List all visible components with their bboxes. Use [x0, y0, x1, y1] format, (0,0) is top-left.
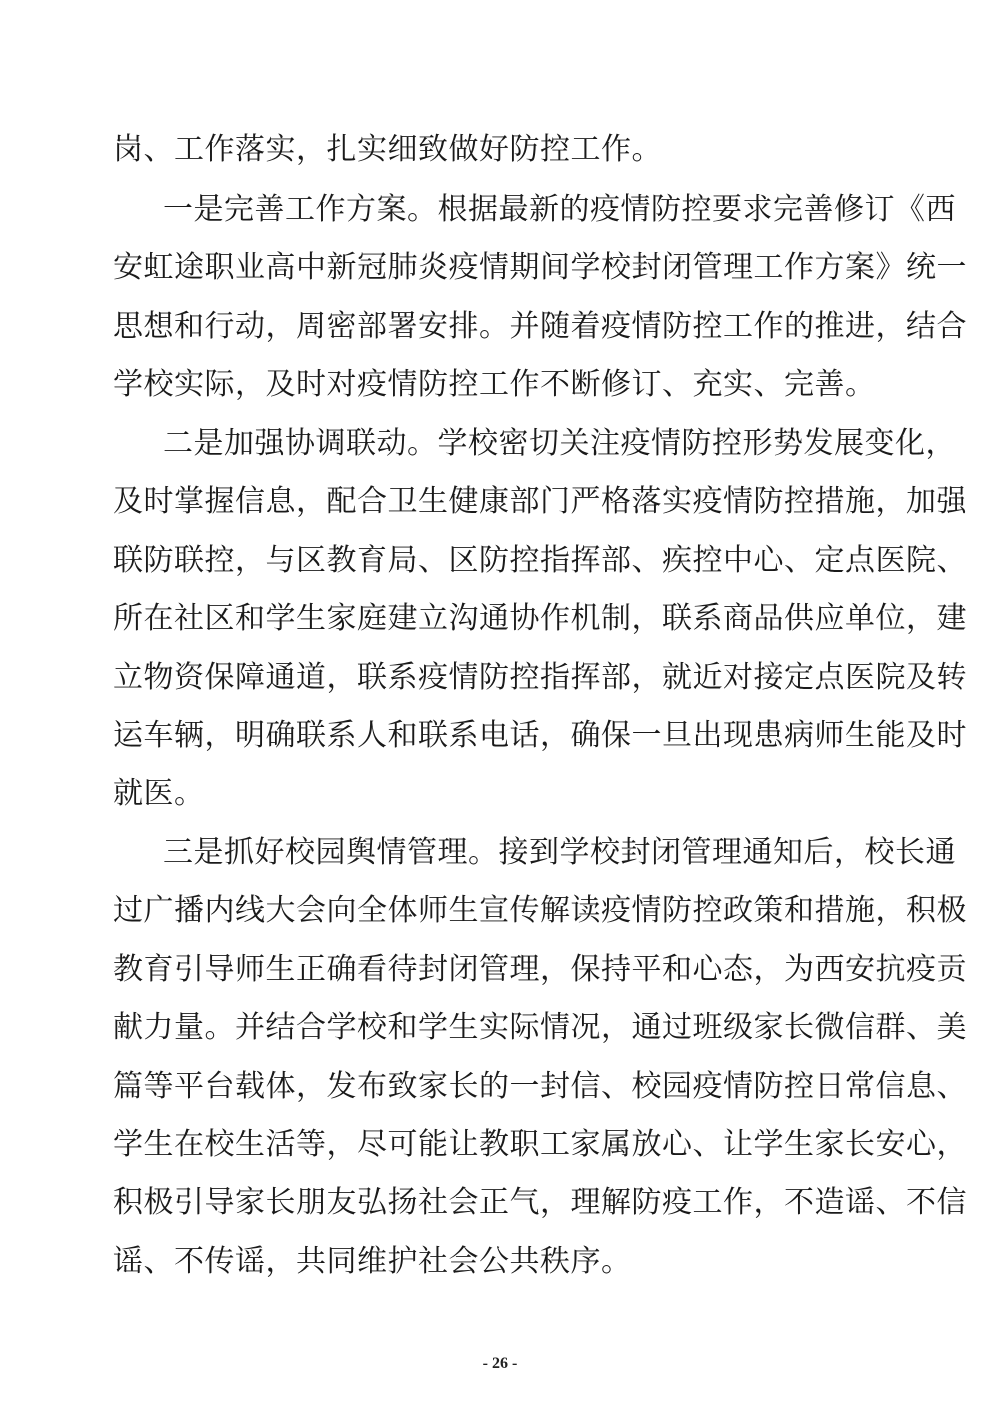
text-line: 所在社区和学生家庭建立沟通协作机制，联系商品供应单位，建	[113, 601, 967, 636]
text-line: 二是加强协调联动。学校密切关注疫情防控形势发展变化，	[163, 426, 956, 461]
text-line: 安虹途职业高中新冠肺炎疫情期间学校封闭管理工作方案》统一	[113, 250, 967, 285]
page-number: - 26 -	[482, 1355, 518, 1372]
text-line: 思想和行动，周密部署安排。并随着疫情防控工作的推进，结合	[113, 309, 967, 344]
text-line: 谣、不传谣，共同维护社会公共秩序。	[113, 1244, 632, 1279]
text-line: 学生在校生活等，尽可能让教职工家属放心、让学生家长安心，	[113, 1127, 967, 1162]
text-line: 立物资保障通道，联系疫情防控指挥部，就近对接定点医院及转	[113, 660, 967, 695]
text-line: 教育引导师生正确看待封闭管理，保持平和心态，为西安抗疫贡	[113, 952, 967, 987]
text-line: 及时掌握信息，配合卫生健康部门严格落实疫情防控措施，加强	[113, 484, 967, 519]
text-line: 献力量。并结合学校和学生实际情况，通过班级家长微信群、美	[113, 1010, 967, 1045]
text-line: 学校实际，及时对疫情防控工作不断修订、充实、完善。	[113, 367, 876, 402]
text-line: 积极引导家长朋友弘扬社会正气，理解防疫工作，不造谣、不信	[113, 1185, 967, 1220]
text-line: 过广播内线大会向全体师生宣传解读疫情防控政策和措施，积极	[113, 893, 967, 928]
text-line: 运车辆，明确联系人和联系电话，确保一旦出现患病师生能及时	[113, 718, 967, 753]
text-line: 一是完善工作方案。根据最新的疫情防控要求完善修订《西	[163, 192, 956, 227]
text-line: 就医。	[113, 776, 205, 811]
text-line: 三是抓好校园舆情管理。接到学校封闭管理通知后，校长通	[163, 835, 956, 870]
text-line: 篇等平台载体，发布致家长的一封信、校园疫情防控日常信息、	[113, 1069, 967, 1104]
text-line: 岗、工作落实，扎实细致做好防控工作。	[113, 132, 662, 167]
text-line: 联防联控，与区教育局、区防控指挥部、疾控中心、定点医院、	[113, 543, 967, 578]
